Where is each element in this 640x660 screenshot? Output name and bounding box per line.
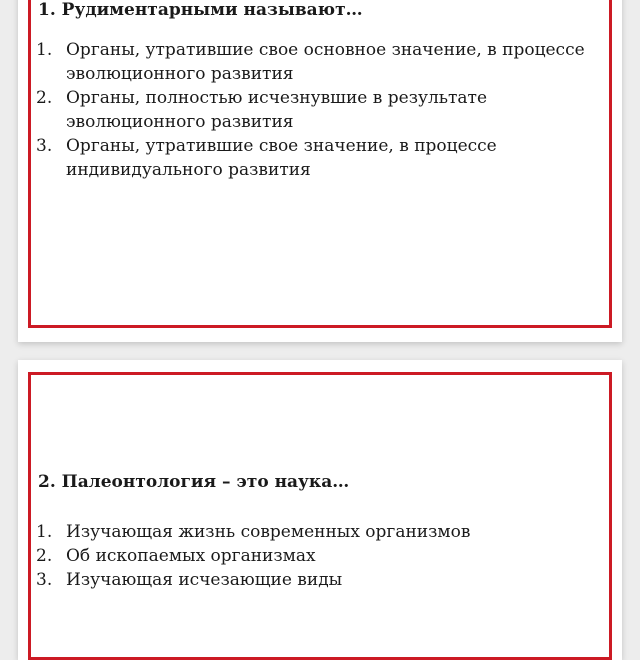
answer-number: 2.: [36, 88, 53, 108]
answer-number: 2.: [36, 546, 53, 566]
answer-text: Изучающая жизнь современных организмов: [66, 522, 471, 542]
answer-number: 3.: [36, 136, 53, 156]
answer-text: Органы, полностью исчезнувшие в результате эволюционного развития: [66, 88, 488, 132]
answer-text: Органы, утратившие свое значение, в процессе индивидуального развития: [66, 136, 497, 180]
quiz-slide-2: [18, 360, 622, 660]
answer-text: Об ископаемых организмах: [66, 546, 316, 566]
answer-option: [36, 86, 602, 134]
answer-list: [36, 520, 602, 592]
answer-text: Изучающая исчезающие виды: [66, 570, 343, 590]
answer-list: [36, 38, 602, 182]
answer-option: [36, 544, 602, 568]
answer-option: [36, 568, 602, 592]
answer-option: [36, 134, 602, 182]
slide-red-frame: [28, 372, 612, 660]
answer-text: Органы, утратившие свое основное значение, в процессе эволюционного развития: [66, 40, 585, 84]
question-title: 1. Рудиментарными называют…: [38, 0, 363, 20]
answer-number: 3.: [36, 570, 53, 590]
answer-option: [36, 520, 602, 544]
answer-number: 1.: [36, 522, 53, 542]
quiz-slide-1: [18, 0, 622, 342]
answer-option: [36, 38, 602, 86]
question-title: 2. Палеонтология – это наука…: [38, 472, 350, 492]
answer-number: 1.: [36, 40, 53, 60]
